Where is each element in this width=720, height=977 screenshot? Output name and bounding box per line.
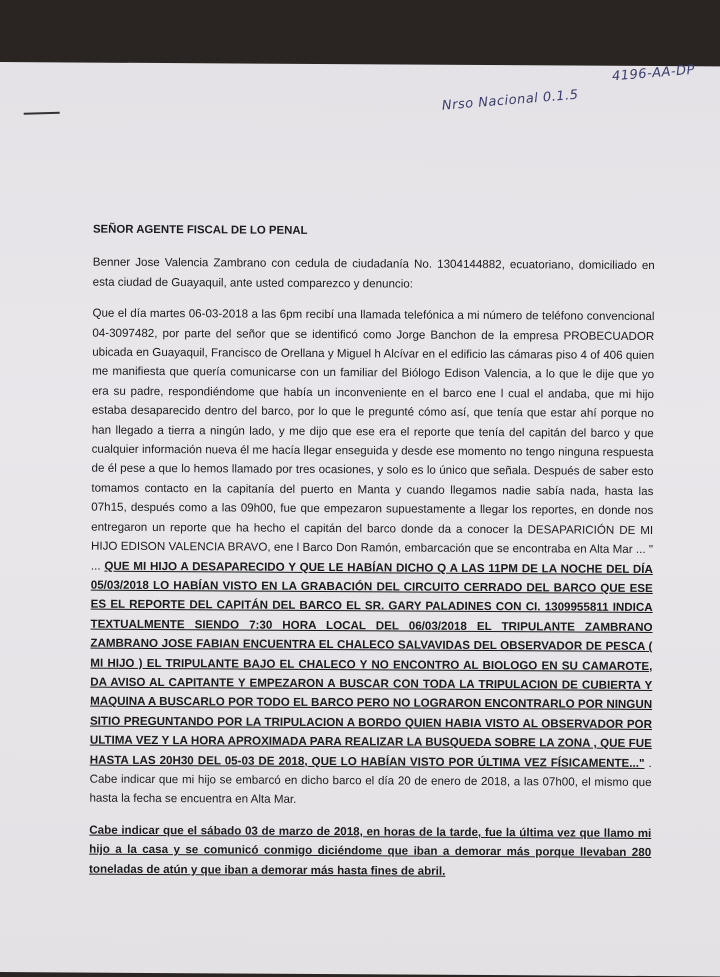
main-paragraph — [89, 304, 654, 812]
document-heading: SEÑOR AGENTE FISCAL DE LO PENAL — [92, 223, 308, 237]
handwritten-code: 4196-AA-DP — [611, 62, 696, 85]
main-paragraph-text: Que el día martes 06-03-2018 a las 6pm recibí una llamada telefónica a mi número de teléfono convencional 04-3097482, por parte del señor que se identificó como Jorge Banchon de la empresa PROBECUADOR ubicada en Guayaquil, Francisco de Orellana y Miguel h Alcívar en el edificio las cámaras piso 4 of 406 quien me manifiesta que quería comunicarse con un familiar del Biólogo Edison Valencia, a lo que le dije que yo era su padre, respondiéndome que había un inconveniente en el barco ene l cual el andaba, que mi hijo estaba desaparecido dentro del barco, por lo que le pregunté cómo así, que tenía que estar ahí porque no han llegado a tierra a ningún lado, y me dijo que ese era el reporte que tenía del capitán del barco y que cualquier información nueva él me hacía llegar enseguida y desde ese momento no tengo ninguna respuesta de él pese a que lo hemos llamado por tres ocasiones, y solo es lo único que señala. Después de saber esto tomamos contacto en la capitanía del puerto en Manta y cuando llegamos nadie sabía nada, hasta las 07h15, después como a las 09h00, fue que empezaron supuestamente a llegar los reportes, en donde nos entregaron un reporte que ha hecho el capitán del barco donde da a conocer la DESAPARICIÓN DE MI HIJO EDISON VALENCIA BRAVO, ene l Barco Don Ramón, embarcación que se encontraba en Alta Mar ... " ... — [90, 306, 655, 573]
document-page — [0, 62, 720, 977]
pen-dash-mark — [24, 112, 60, 115]
main-paragraph-tail: . Cabe indicar que mi hijo se embarcó en dicho barco el día 20 de enero de 2018, a las 07h00, el mismo que hasta la fecha se encuentra en Alta Mar. — [89, 756, 652, 807]
closing-paragraph-bold: Cabe indicar que el sábado 03 de marzo de 2018, en horas de la tarde, fue la última vez que llamo mi hijo a la casa y se comunicó conmigo diciéndome que iban a demorar más porque llevaban 280 toneladas de atún y que iban a demorar más hasta fines de abril. — [89, 823, 652, 878]
report-quote-bold: QUE MI HIJO A DESAPARECIDO Y QUE LE HABÍAN DICHO Q A LAS 11PM DE LA NOCHE DEL DÍA 05/03/2018 LO HABÍAN VISTO EN LA GRABACIÓN DEL CIRCUITO CERRADO DEL BARCO QUE ESE ES EL REPORTE DEL CAPITÁN DEL BARCO EL SR. GARY PALADINES CON CI. 1309955811 INDICA TEXTUALMENTE SIENDO 7:30 HORA LOCAL DEL 06/03/2018 EL TRIPULANTE ZAMBRANO ZAMBRANO JOSE FABIAN ENCUENTRA EL CHALECO SALVAVIDAS DEL OBSERVADOR DE PESCA ( MI HIJO ) EL TRIPULANTE BAJO EL CHALECO Y NO ENCONTRO AL BIOLOGO EN SU CAMAROTE, DA AVISO AL CAPITANTE Y EMPEZARON A BUSCAR CON TODA LA TRIPULACION DE CUBIERTA Y MAQUINA A BUSCARLO POR TODO EL BARCO PERO NO LOGRARON ENCONTRARLO POR NINGUN SITIO PREGUNTANDO POR LA TRIPULACION A BORDO QUIEN HABIA VISTO AL OBSERVADOR POR ULTIMA VEZ Y LA HORA APROXIMADA PARA REALIZAR LA BUSQUEDA SOBRE LA ZONA , QUE FUE HASTA LAS 20H30 DEL 05-03 DE 2018, QUE LO HABÍAN VISTO POR ÚLTIMA VEZ FÍSICAMENTE..." — [89, 559, 653, 770]
handwritten-note: Nrso Nacional 0.1.5 — [441, 87, 580, 114]
document-body — [89, 221, 655, 894]
intro-paragraph: Benner Jose Valencia Zambrano con cedula de ciudadanía No. 1304144882, ecuatoriano, domiciliado en esta ciudad de Guayaquil, ante usted comparezco y denuncio: — [92, 256, 655, 291]
